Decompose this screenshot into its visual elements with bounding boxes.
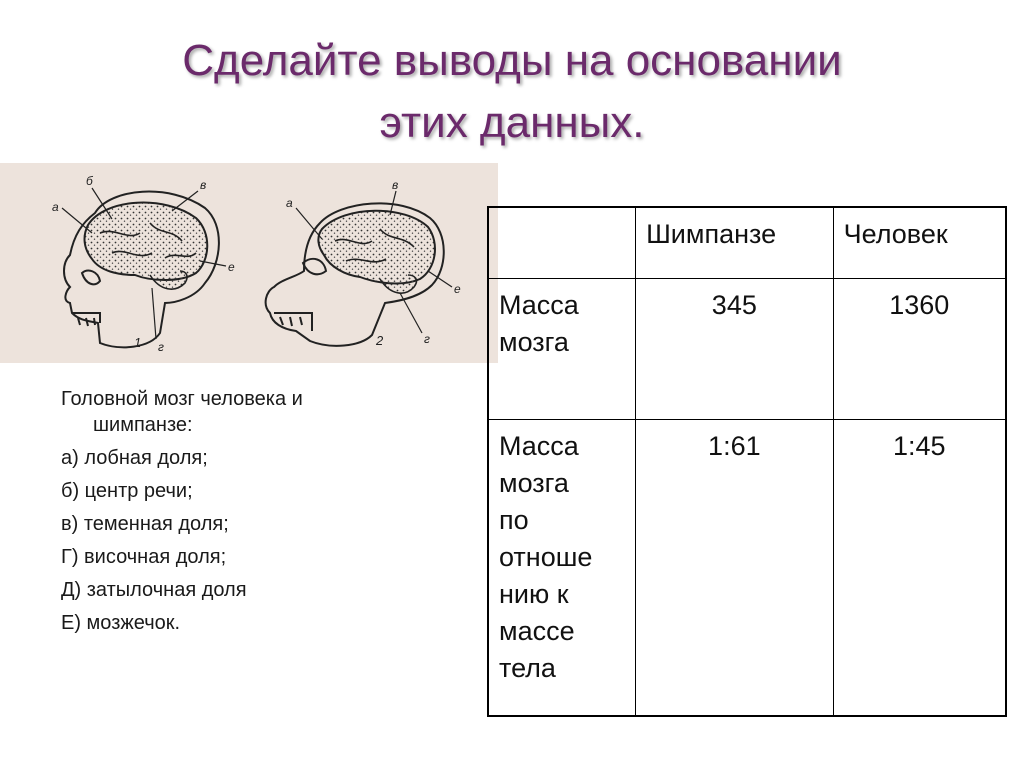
row-label-brain-body-ratio bbox=[488, 420, 636, 717]
figure-number-2: 2 bbox=[376, 333, 384, 348]
figure-number-1: 1 bbox=[134, 335, 142, 350]
caption-item-b: б) центр речи; bbox=[61, 480, 193, 502]
table-row bbox=[488, 279, 1006, 420]
caption-item-v: в) теменная доля; bbox=[61, 513, 229, 535]
caption-title-line-1: Головной мозг человека и bbox=[61, 388, 303, 410]
row-label-line: мозга bbox=[499, 327, 569, 357]
slide-title bbox=[40, 30, 984, 154]
row-label-brain-mass bbox=[488, 279, 636, 420]
human-brain bbox=[85, 203, 208, 290]
row-label-line: отноше bbox=[499, 542, 593, 572]
row-label-line: массе bbox=[499, 616, 575, 646]
label-v-chimp: в bbox=[392, 178, 399, 192]
label-e-human: е bbox=[228, 260, 235, 274]
caption-title bbox=[61, 386, 471, 438]
brain-caption bbox=[61, 386, 471, 643]
caption-title-line-2: шимпанзе: bbox=[93, 414, 193, 436]
header-chimp: Шимпанзе bbox=[636, 207, 834, 279]
table-row bbox=[488, 420, 1006, 717]
header-cell-empty bbox=[488, 207, 636, 279]
title-line-2: этих данных. bbox=[379, 98, 645, 147]
caption-item-a: а) лобная доля; bbox=[61, 447, 208, 469]
row-label-line: Масса bbox=[499, 290, 579, 320]
chimp-brain bbox=[318, 211, 435, 293]
label-v-human: в bbox=[200, 178, 207, 192]
row-label-line: по bbox=[499, 505, 529, 535]
skull-brain-drawing bbox=[0, 163, 498, 363]
cell-chimp-brain-mass: 345 bbox=[636, 279, 834, 420]
label-g-chimp: г bbox=[424, 332, 430, 346]
row-label-line: мозга bbox=[499, 468, 569, 498]
caption-item-e: Е) мозжечок. bbox=[61, 612, 181, 634]
label-a-chimp: а bbox=[286, 196, 293, 210]
label-e-chimp: е bbox=[454, 282, 461, 296]
label-a-human: а bbox=[52, 200, 59, 214]
row-label-line: нию к bbox=[499, 579, 569, 609]
brain-illustration bbox=[0, 163, 498, 363]
cell-human-brain-mass: 1360 bbox=[833, 279, 1006, 420]
brain-mass-table bbox=[487, 206, 1007, 717]
cell-human-ratio: 1:45 bbox=[833, 420, 1006, 717]
caption-item-d: Д) затылочная доля bbox=[61, 579, 247, 601]
label-g-human: г bbox=[158, 340, 164, 354]
label-b-human: б bbox=[86, 174, 93, 188]
row-label-line: тела bbox=[499, 653, 556, 683]
caption-item-g: Г) височная доля; bbox=[61, 546, 227, 568]
table-header-row bbox=[488, 207, 1006, 279]
cell-chimp-ratio: 1:61 bbox=[636, 420, 834, 717]
title-line-1: Сделайте выводы на основании bbox=[182, 36, 842, 85]
header-human: Человек bbox=[833, 207, 1006, 279]
row-label-line: Масса bbox=[499, 431, 579, 461]
